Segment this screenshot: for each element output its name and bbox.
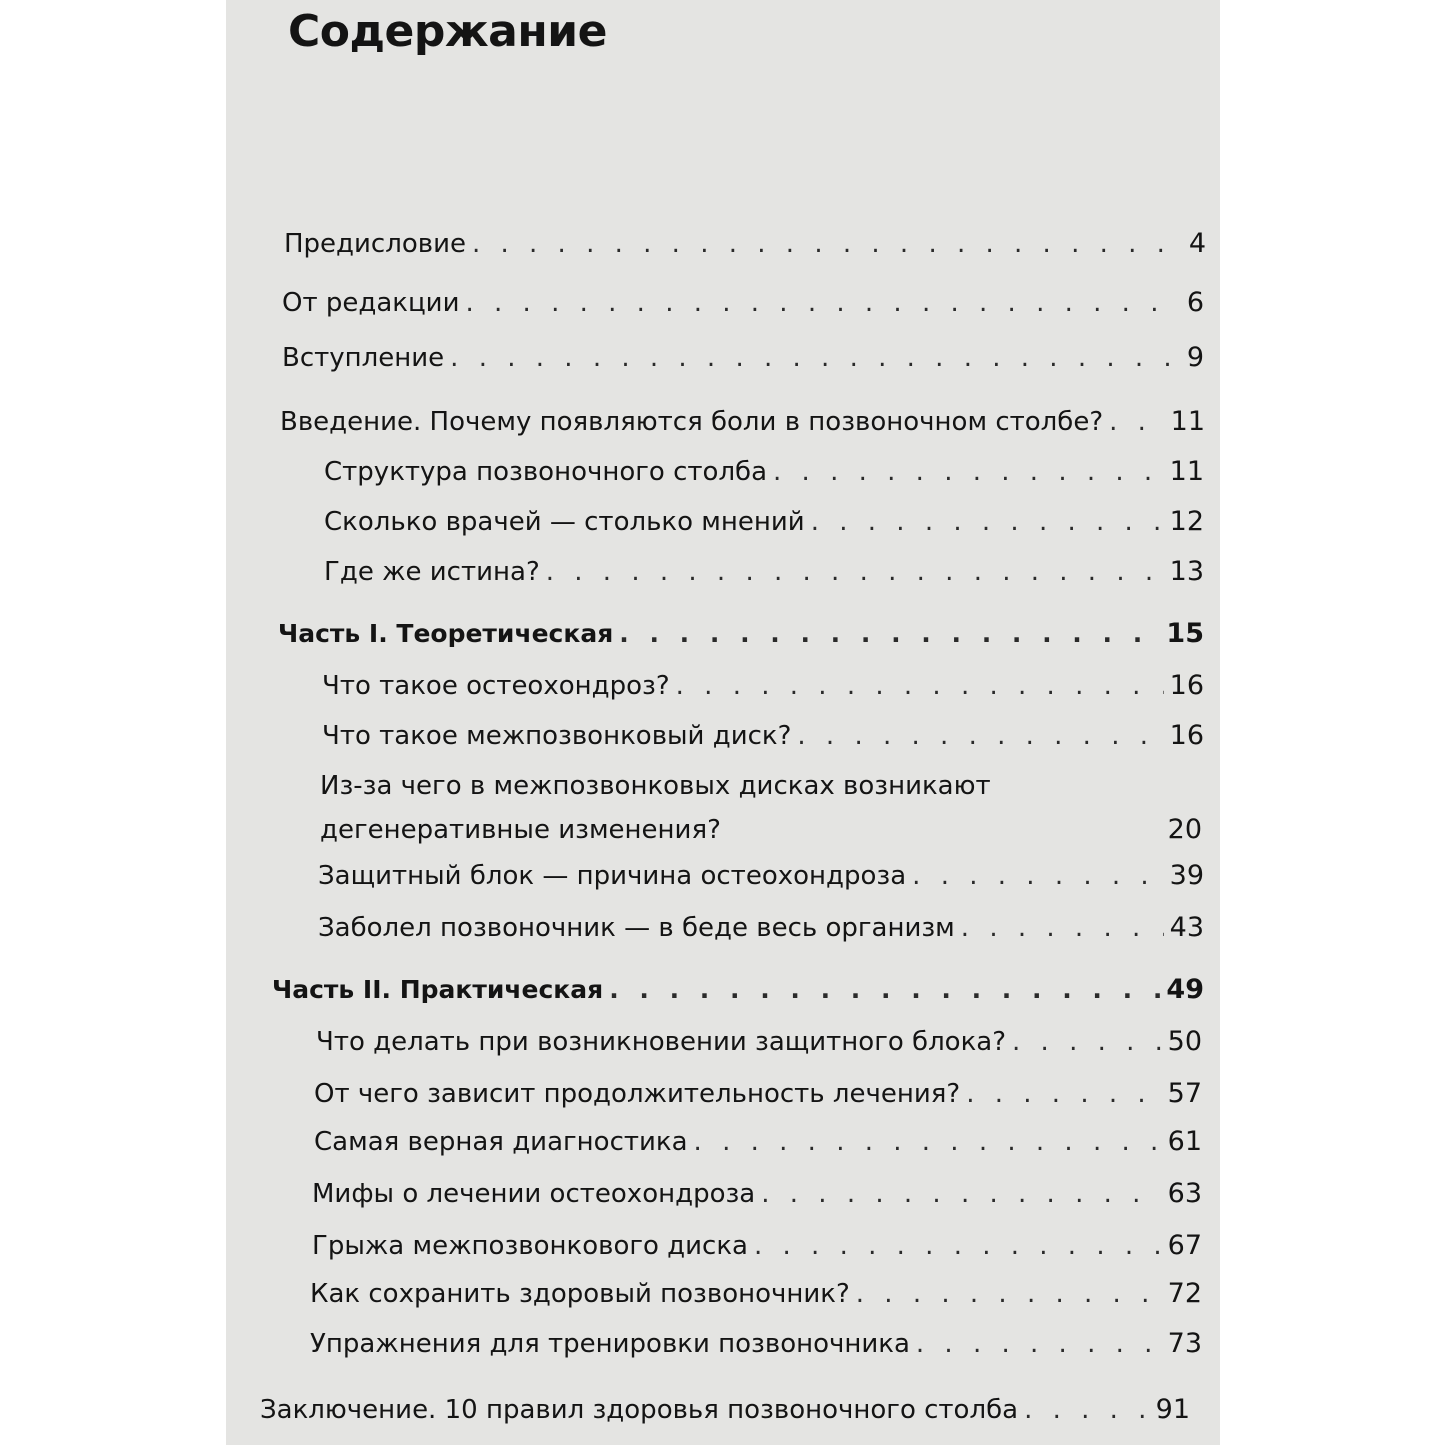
dot-leader <box>546 556 1164 588</box>
toc-page-number: 20 <box>1167 814 1202 845</box>
toc-page-number: 39 <box>1169 860 1204 891</box>
toc-entry-title: Что делать при возникновении защитного блока? <box>316 1027 1007 1057</box>
dot-leader <box>856 1278 1162 1310</box>
toc-page-number: 12 <box>1169 506 1204 537</box>
toc-entry-title: Как сохранить здоровый позвоночник? <box>310 1279 850 1309</box>
dot-leader <box>609 974 1160 1006</box>
toc-entry-exercises <box>310 1328 1202 1360</box>
toc-page-number: 91 <box>1155 1394 1190 1425</box>
dot-leader <box>676 670 1164 702</box>
toc-page-number: 13 <box>1169 556 1204 587</box>
dot-leader <box>966 1078 1161 1110</box>
dot-leader <box>916 1328 1162 1360</box>
dot-leader <box>450 342 1181 374</box>
toc-entry-editorial <box>282 287 1204 319</box>
dot-leader <box>1024 1394 1150 1426</box>
toc-entry-myths <box>312 1178 1202 1210</box>
toc-entry-diagnostics <box>314 1126 1202 1158</box>
toc-page-number: 61 <box>1167 1126 1202 1157</box>
toc-page-number: 16 <box>1169 670 1204 701</box>
toc-page-number: 67 <box>1167 1230 1202 1261</box>
toc-entry-title: Где же истина? <box>324 557 540 587</box>
dot-leader <box>773 456 1164 488</box>
toc-entry-preface <box>282 342 1204 374</box>
book-page <box>226 0 1220 1445</box>
toc-page-number: 11 <box>1169 456 1204 487</box>
toc-page-number: 63 <box>1167 1178 1202 1209</box>
dot-leader <box>1012 1026 1162 1058</box>
toc-page-number: 49 <box>1166 974 1204 1005</box>
toc-entry-title: Заболел позвоночник — в беде весь организм <box>318 913 955 943</box>
toc-page-number: 15 <box>1166 618 1204 649</box>
toc-page-number: 73 <box>1167 1328 1202 1359</box>
dot-leader <box>465 287 1180 319</box>
toc-entry-title: Что такое межпозвонковый диск? <box>322 721 792 751</box>
toc-entry-title-line1: Из-за чего в межпозвонковых дисках возникают <box>320 771 991 801</box>
toc-page-number: 11 <box>1170 406 1205 437</box>
toc-entry-healthy-spine <box>310 1278 1202 1310</box>
toc-page-number: 9 <box>1186 342 1204 373</box>
toc-entry-title: Часть I. Теоретическая <box>278 619 614 648</box>
dot-leader <box>961 912 1164 944</box>
dot-leader <box>912 860 1163 892</box>
toc-entry-conclusion <box>260 1394 1190 1426</box>
toc-entry-title: Структура позвоночного столба <box>324 457 768 487</box>
toc-page-number: 50 <box>1167 1026 1202 1057</box>
toc-entry-title: Мифы о лечении остеохондроза <box>312 1179 756 1209</box>
toc-entry-title: От редакции <box>282 288 460 318</box>
toc-entry-truth <box>324 556 1204 588</box>
dot-leader <box>472 228 1183 260</box>
toc-entry-what-to-do <box>316 1026 1202 1058</box>
dot-leader <box>694 1126 1162 1158</box>
toc-entry-treatment-duration <box>314 1078 1202 1110</box>
toc-entry-title-line2: дегенеративные изменения? <box>320 815 721 845</box>
toc-entry-part-1 <box>278 618 1204 650</box>
toc-entry-foreword <box>284 228 1206 260</box>
toc-entry-title: Часть II. Практическая <box>272 975 604 1004</box>
page-title: Содержание <box>288 6 607 57</box>
toc-entry-title: Самая верная диагностика <box>314 1127 688 1157</box>
toc-entry-whole-body <box>318 912 1204 944</box>
toc-entry-protective-block <box>318 860 1204 892</box>
toc-entry-osteochondrosis <box>322 670 1204 702</box>
dot-leader <box>1109 406 1165 438</box>
dot-leader <box>619 618 1160 650</box>
toc-page-number: 4 <box>1188 228 1206 259</box>
toc-entry-degenerative-changes <box>320 764 1202 852</box>
dot-leader <box>761 1178 1161 1210</box>
table-of-contents <box>226 0 1220 1445</box>
toc-entry-title: Введение. Почему появляются боли в позвоночном столбе? <box>280 407 1104 437</box>
toc-entry-intervertebral-disc <box>322 720 1204 752</box>
toc-entry-doctors-opinions <box>324 506 1204 538</box>
toc-entry-title: Упражнения для тренировки позвоночника <box>310 1329 910 1359</box>
toc-entry-part-2 <box>272 974 1204 1006</box>
dot-leader <box>797 720 1163 752</box>
dot-leader <box>811 506 1164 538</box>
toc-entry-hernia <box>312 1230 1202 1262</box>
toc-entry-title: Заключение. 10 правил здоровья позвоночного столба <box>260 1395 1019 1425</box>
toc-entry-spine-structure <box>324 456 1204 488</box>
toc-entry-title: Защитный блок — причина остеохондроза <box>318 861 907 891</box>
toc-entry-title: Предисловие <box>284 229 466 259</box>
toc-page-number: 72 <box>1167 1278 1202 1309</box>
toc-entry-title: Сколько врачей — столько мнений <box>324 507 805 537</box>
toc-page-number: 43 <box>1169 912 1204 943</box>
toc-entry-title: Что такое остеохондроз? <box>322 671 670 701</box>
toc-page-number: 57 <box>1167 1078 1202 1109</box>
toc-entry-title: Вступление <box>282 343 445 373</box>
toc-entry-title: От чего зависит продолжительность лечения? <box>314 1079 961 1109</box>
toc-entry-introduction <box>280 406 1205 438</box>
toc-page-number: 16 <box>1169 720 1204 751</box>
dot-leader <box>754 1230 1162 1262</box>
toc-page-number: 6 <box>1186 287 1204 318</box>
toc-entry-title: Грыжа межпозвонкового диска <box>312 1231 748 1261</box>
